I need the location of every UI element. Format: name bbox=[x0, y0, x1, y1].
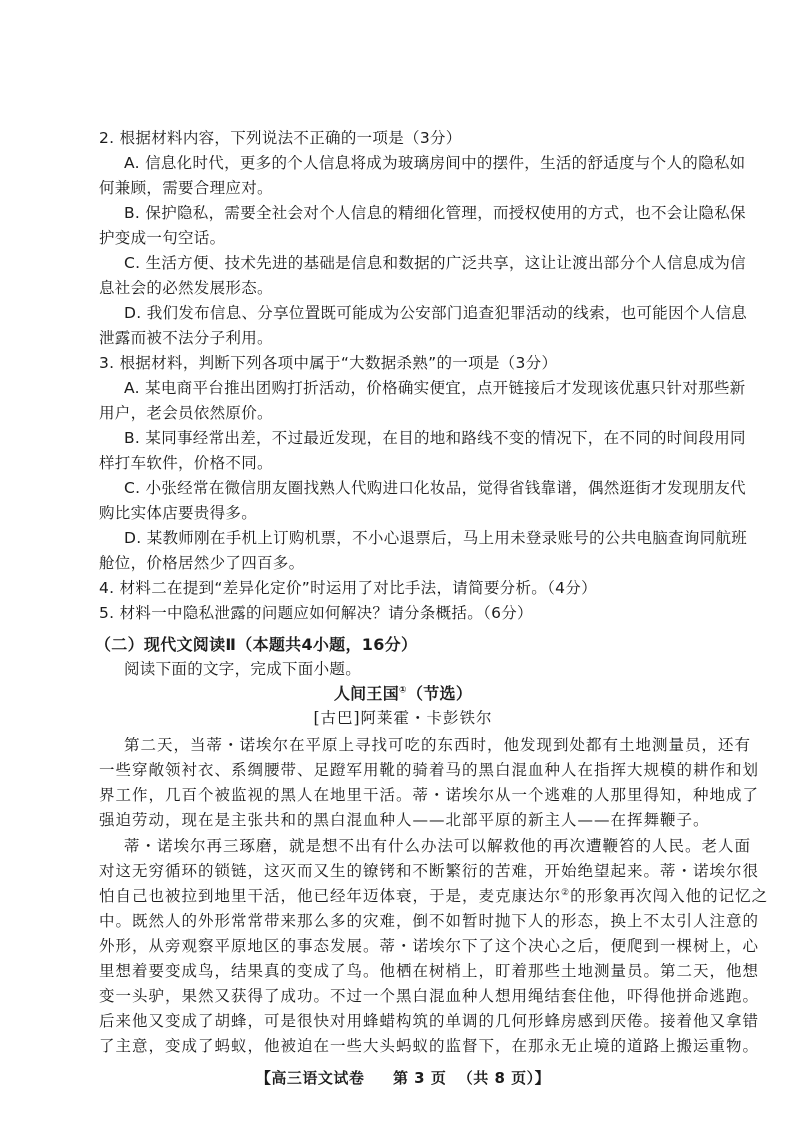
q3-option-d-line1: D. 某教师刚在手机上订购机票，不小心退票后，马上用未登录账号的公共电脑查询同航班 bbox=[124, 529, 748, 547]
section-2-heading: （二）现代文阅读Ⅱ（本题共4小题，16分） bbox=[95, 635, 418, 654]
para2-line8: 后来他又变成了胡蜂，可是很快对用蜂蜡构筑的单调的几何形蜂房感到厌倦。接着他又拿错 bbox=[99, 1012, 760, 1030]
para1-line2: 一些穿敞领衬衣、系绸腰带、足蹬军用靴的骑着马的黑白混血种人在指挥大规模的耕作和划 bbox=[99, 761, 760, 779]
para2-line4: 中。既然人的外形常常带来那么多的灾难，倒不如暂时抛下人的形态，换上不太引人注意的 bbox=[99, 912, 760, 930]
para1-line3: 界工作，几百个被监视的黑人在地里干活。蒂・诺埃尔从一个逃难的人那里得知，种地成了 bbox=[99, 786, 760, 804]
para2-line7: 变一头驴，果然又获得了成功。不过一个黑白混血种人想用绳结套住他，吓得他拼命逃跑。 bbox=[99, 987, 760, 1005]
para2-line5: 外形，从旁观察平原地区的事态发展。蒂・诺埃尔下了这个决心之后，便爬到一棵树上，心 bbox=[99, 937, 760, 955]
question-5: 5. 材料一中隐私泄露的问题应如何解决？请分条概括。（6分） bbox=[99, 604, 533, 622]
para2-line6: 里想着要变成鸟，结果真的变成了鸟。他栖在树梢上，盯着那些土地测量员。第二天，他想 bbox=[99, 962, 760, 980]
q3-option-a-line2: 用户，老会员依然原价。 bbox=[99, 404, 273, 422]
footer-page-number: 第 3 页 bbox=[392, 1069, 447, 1087]
q3-option-c-line2: 购比实体店要贵得多。 bbox=[99, 504, 258, 522]
q3-option-b-line2: 样打车软件，价格不同。 bbox=[99, 454, 273, 472]
question-2-stem: 2. 根据材料内容，下列说法不正确的一项是（3分） bbox=[99, 129, 462, 147]
passage-author: [古巴]阿莱霍・卡彭铁尔 bbox=[313, 709, 493, 727]
q2-option-d-line2: 泄露而被不法分子利用。 bbox=[99, 329, 273, 347]
q3-option-b-line1: B. 某同事经常出差，不过最近发现，在目的地和路线不变的情况下，在不同的时间段用同 bbox=[124, 429, 746, 447]
footnote-marker-1: ① bbox=[399, 685, 407, 696]
passage-title-text: 人间王国 bbox=[333, 684, 400, 703]
question-4: 4. 材料二在提到“差异化定价”时运用了对比手法，请简要分析。（4分） bbox=[99, 579, 597, 597]
footer-total-pages: （共 8 页）】 bbox=[457, 1069, 551, 1087]
footnote-marker-2: ② bbox=[561, 887, 571, 898]
para2-line2: 对这无穷循环的锁链，这灭而又生的镣铐和不断繁衍的苦难，开始绝望起来。蒂・诺埃尔很 bbox=[99, 862, 760, 880]
q3-option-a-line1: A. 某电商平台推出团购打折活动，价格确实便宜，点开链接后才发现该优惠只针对那些新 bbox=[124, 379, 746, 397]
q2-option-b-line2: 护变成一句空话。 bbox=[99, 229, 226, 247]
para2-line3-a: 怕自己也被拉到地里干活，他已经年迈体衰，于是，麦克康达尔 bbox=[99, 887, 562, 905]
q2-option-a-line2: 何兼顾，需要合理应对。 bbox=[99, 179, 273, 197]
passage-title-suffix: （节选） bbox=[406, 684, 473, 703]
q2-option-d-line1: D. 我们发布信息、分享位置既可能成为公安部门追查犯罪活动的线索，也可能因个人信息 bbox=[124, 304, 748, 322]
q2-option-b-line1: B. 保护隐私，需要全社会对个人信息的精细化管理，而授权使用的方式，也不会让隐私保 bbox=[124, 204, 746, 222]
para1-line4: 强迫劳动，现在是主张共和的黑白混血种人——北部平原的新主人——在挥舞鞭子。 bbox=[99, 811, 710, 829]
q2-option-c-line2: 息社会的必然发展形态。 bbox=[99, 279, 273, 297]
passage-title bbox=[0, 684, 806, 704]
section-2-instruction: 阅读下面的文字，完成下面小题。 bbox=[124, 660, 362, 678]
para2-line9: 了主意，变成了蚂蚁，他被迫在一些大头蚂蚁的监督下，在那永无止境的道路上搬运重物。 bbox=[99, 1037, 760, 1055]
footer-exam-name: 【高三语文试卷 bbox=[255, 1069, 365, 1087]
q3-option-d-line2: 舱位，价格居然少了四百多。 bbox=[99, 554, 305, 572]
q2-option-a-line1: A. 信息化时代，更多的个人信息将成为玻璃房间中的摆件，生活的舒适度与个人的隐私如 bbox=[124, 154, 746, 172]
page-footer bbox=[0, 1068, 806, 1088]
para2-line3-b: 的形象再次闯入他的记忆之 bbox=[570, 887, 769, 905]
para2-line3 bbox=[99, 886, 769, 906]
q2-option-c-line1: C. 生活方便、技术先进的基础是信息和数据的广泛共享，这让让渡出部分个人信息成为信 bbox=[124, 254, 746, 272]
para1-line1: 第二天，当蒂・诺埃尔在平原上寻找可吃的东西时，他发现到处都有土地测量员，还有 bbox=[124, 736, 752, 754]
q3-option-c-line1: C. 小张经常在微信朋友圈找熟人代购进口化妆品，觉得省钱靠谱，偶然逛街才发现朋友代 bbox=[124, 479, 746, 497]
para2-line1: 蒂・诺埃尔再三琢磨，就是想不出有什么办法可以解救他的再次遭鞭笞的人民。老人面 bbox=[124, 837, 752, 855]
question-3-stem: 3. 根据材料，判断下列各项中属于“大数据杀熟”的一项是（3分） bbox=[99, 354, 558, 372]
